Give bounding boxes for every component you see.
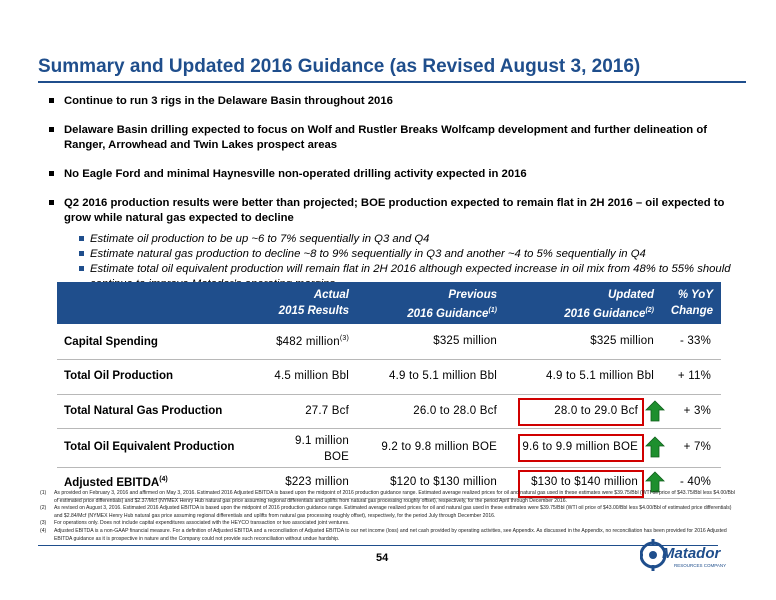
footnote-text: As revised on August 3, 2016. Estimated 2016 Adjusted EBITDA is based upon the midpoint of 2016 production guidance range. Estimated average realized prices for oil and natural gas used in these estimates were $39.75/Bbl (WTI oil price of $43.00/Bbl less $4.00/Bbl of estimated price differentials) and $2.84/Mcf (NYMEX Henry Hub natural gas price assuming regional differentials and uplifts from natural gas processing roughly offset), respectively, for the period July through December 2016. <box>54 505 732 519</box>
table-row <box>57 429 721 468</box>
footer-divider <box>38 545 718 546</box>
header-yoy-line1: % YoY <box>677 289 713 301</box>
cell-actual-sup: (3) <box>339 335 349 342</box>
header-actual <box>237 287 349 319</box>
bullet-square-icon <box>49 127 54 132</box>
header-updated-line1: Updated <box>608 289 654 301</box>
cell-previous: 9.2 to 9.8 million BOE <box>381 441 497 453</box>
cell-previous: $325 million <box>433 335 497 347</box>
row-label <box>64 476 168 489</box>
table-header <box>57 282 721 324</box>
cell-actual-line2: BOE <box>324 451 349 463</box>
row-label-text: Total Oil Equivalent Production <box>64 441 235 453</box>
sub-bullet-item <box>44 247 734 262</box>
footnote <box>40 505 740 520</box>
footnote-text: As provided on February 3, 2016 and affirmed on May 3, 2016. Estimated 2016 Adjusted EBITDA is based upon the midpoint of 2016 production guidance range. Estimated average realized prices for oil and natural gas used in these estimates were $39.75/Bbl (WTI oil price of $43.75/Bbl less $4.00/Bbl of estimated price differentials) and $2.37/Mcf (NYMEX Henry Hub natural gas price assuming regional differentials and uplifts from natural gas processing roughly offset), respectively, for the period April through December 2016. <box>54 490 735 504</box>
logo-subtext: RESOURCES COMPANY <box>674 563 727 568</box>
row-label <box>64 335 158 348</box>
title-divider <box>38 81 746 83</box>
header-actual-line1: Actual <box>313 289 349 301</box>
header-actual-line2: 2015 Results <box>278 305 349 317</box>
row-label-text: Capital Spending <box>64 335 158 348</box>
cell-actual <box>237 433 349 465</box>
header-previous-text: 2016 Guidance <box>407 307 489 320</box>
sub-bullet-square-icon <box>79 236 84 241</box>
cell-yoy: + 3% <box>683 405 711 417</box>
footnote <box>40 490 740 505</box>
bullet-item <box>44 94 734 109</box>
footnote-number: (4) <box>40 527 47 534</box>
sub-bullet-item <box>44 232 734 247</box>
bullet-item <box>44 123 734 153</box>
bullet-text: Continue to run 3 rigs in the Delaware Basin throughout 2016 <box>64 95 393 107</box>
header-updated-sup: (2) <box>645 307 654 314</box>
footnote-number: (2) <box>40 505 47 512</box>
header-updated <box>517 287 654 322</box>
cell-previous: 26.0 to 28.0 Bcf <box>413 405 497 417</box>
matador-logo <box>640 534 740 576</box>
bullet-item <box>44 196 734 226</box>
header-updated-line2 <box>517 303 654 322</box>
header-previous-line2 <box>357 303 497 322</box>
cell-updated: $325 million <box>590 335 654 347</box>
row-label <box>64 441 234 453</box>
cell-actual: 27.7 Bcf <box>305 405 349 417</box>
row-label <box>64 370 173 382</box>
bullet-list <box>44 94 734 292</box>
table-row <box>57 360 721 395</box>
bullet-square-icon <box>49 200 54 205</box>
row-label <box>64 405 222 417</box>
row-label-sup: (4) <box>159 476 168 483</box>
cell-yoy: + 11% <box>677 370 711 382</box>
sub-bullet-square-icon <box>79 266 84 271</box>
header-previous-line1: Previous <box>448 289 497 301</box>
footnote-text: For operations only. Does not include capital expenditures associated with the HEYCO transaction or two associated joint ventures. <box>54 520 350 527</box>
header-previous-sup: (1) <box>488 307 497 314</box>
sub-bullet-text: Estimate oil production to be up ~6 to 7% sequentially in Q3 and Q4 <box>90 233 430 245</box>
bullet-square-icon <box>49 98 54 103</box>
cell-actual: $223 million <box>285 476 349 488</box>
page-title: Summary and Updated 2016 Guidance (as Revised August 3, 2016) <box>38 56 641 77</box>
header-yoy <box>657 287 713 319</box>
bullet-text: Delaware Basin drilling expected to focus on Wolf and Rustler Breaks Wolfcamp development and further delineation of Ranger, Arrowhead and Twin Lakes prospect areas <box>64 124 707 151</box>
cell-actual <box>237 335 349 348</box>
table-row <box>57 395 721 429</box>
sub-bullet-text: Estimate total oil equivalent production will remain flat in 2H 2016 although expected increase in oil mix from 48% to 55% should <box>90 263 731 275</box>
cell-yoy: - 33% <box>679 335 711 347</box>
cell-actual-line1: 9.1 million <box>295 435 349 447</box>
footnote-text: Adjusted EBITDA is a non-GAAP financial measure. For a definition of Adjusted EBITDA and a reconciliation of Adjusted EBITDA to our net income (loss) and net cash provided by operating activities, see Appendix. As discussed in the Appendix, no reconciliation has been provided for 2016 Adjusted EBITDA guidance as it is prospective in nature and the Company could not provide such reconciliation without undue hardship. <box>54 527 727 542</box>
guidance-table <box>57 282 721 499</box>
bullet-text: Q2 2016 production results were better than projected; BOE production expected to remain flat in 2H 2016 – oil expected to grow while natural gas expected to decline <box>64 197 725 224</box>
cell-actual-text: $482 million <box>276 335 340 348</box>
row-label-text: Total Natural Gas Production <box>64 405 223 417</box>
bullet-item <box>44 167 734 182</box>
bullet-square-icon <box>49 171 54 176</box>
footnote <box>40 520 740 528</box>
cell-previous: $120 to $130 million <box>390 476 497 488</box>
cell-yoy: + 7% <box>683 441 711 453</box>
table-body <box>57 324 721 499</box>
cell-updated: $130 to $140 million <box>531 476 638 488</box>
sub-bullet-text: Estimate natural gas production to decline ~8 to 9% sequentially in Q3 and another ~4 to 5% sequentially in Q4 <box>90 248 646 260</box>
header-previous <box>357 287 497 322</box>
footnotes <box>40 490 740 543</box>
logo-wordmark: Matador <box>662 545 721 562</box>
page-number: 54 <box>376 552 389 564</box>
cell-actual: 4.5 million Bbl <box>274 370 349 382</box>
footnote-number: (3) <box>40 520 47 527</box>
row-label-text: Total Oil Production <box>64 370 174 382</box>
cell-updated: 9.6 to 9.9 million BOE <box>522 441 638 453</box>
cell-previous: 4.9 to 5.1 million Bbl <box>389 370 497 382</box>
header-updated-text: 2016 Guidance <box>564 307 646 320</box>
footnote <box>40 528 740 543</box>
sub-bullet-square-icon <box>79 251 84 256</box>
cell-yoy: - 40% <box>679 476 711 488</box>
header-yoy-line2: Change <box>670 305 713 317</box>
bullet-text: No Eagle Ford and minimal Haynesville non-operated drilling activity expected in 2016 <box>64 168 527 180</box>
footnote-number: (1) <box>40 490 47 496</box>
cell-updated: 4.9 to 5.1 million Bbl <box>546 370 654 382</box>
cell-updated: 28.0 to 29.0 Bcf <box>554 405 638 417</box>
table-row <box>57 324 721 360</box>
row-label-text: Adjusted EBITDA <box>64 476 160 489</box>
